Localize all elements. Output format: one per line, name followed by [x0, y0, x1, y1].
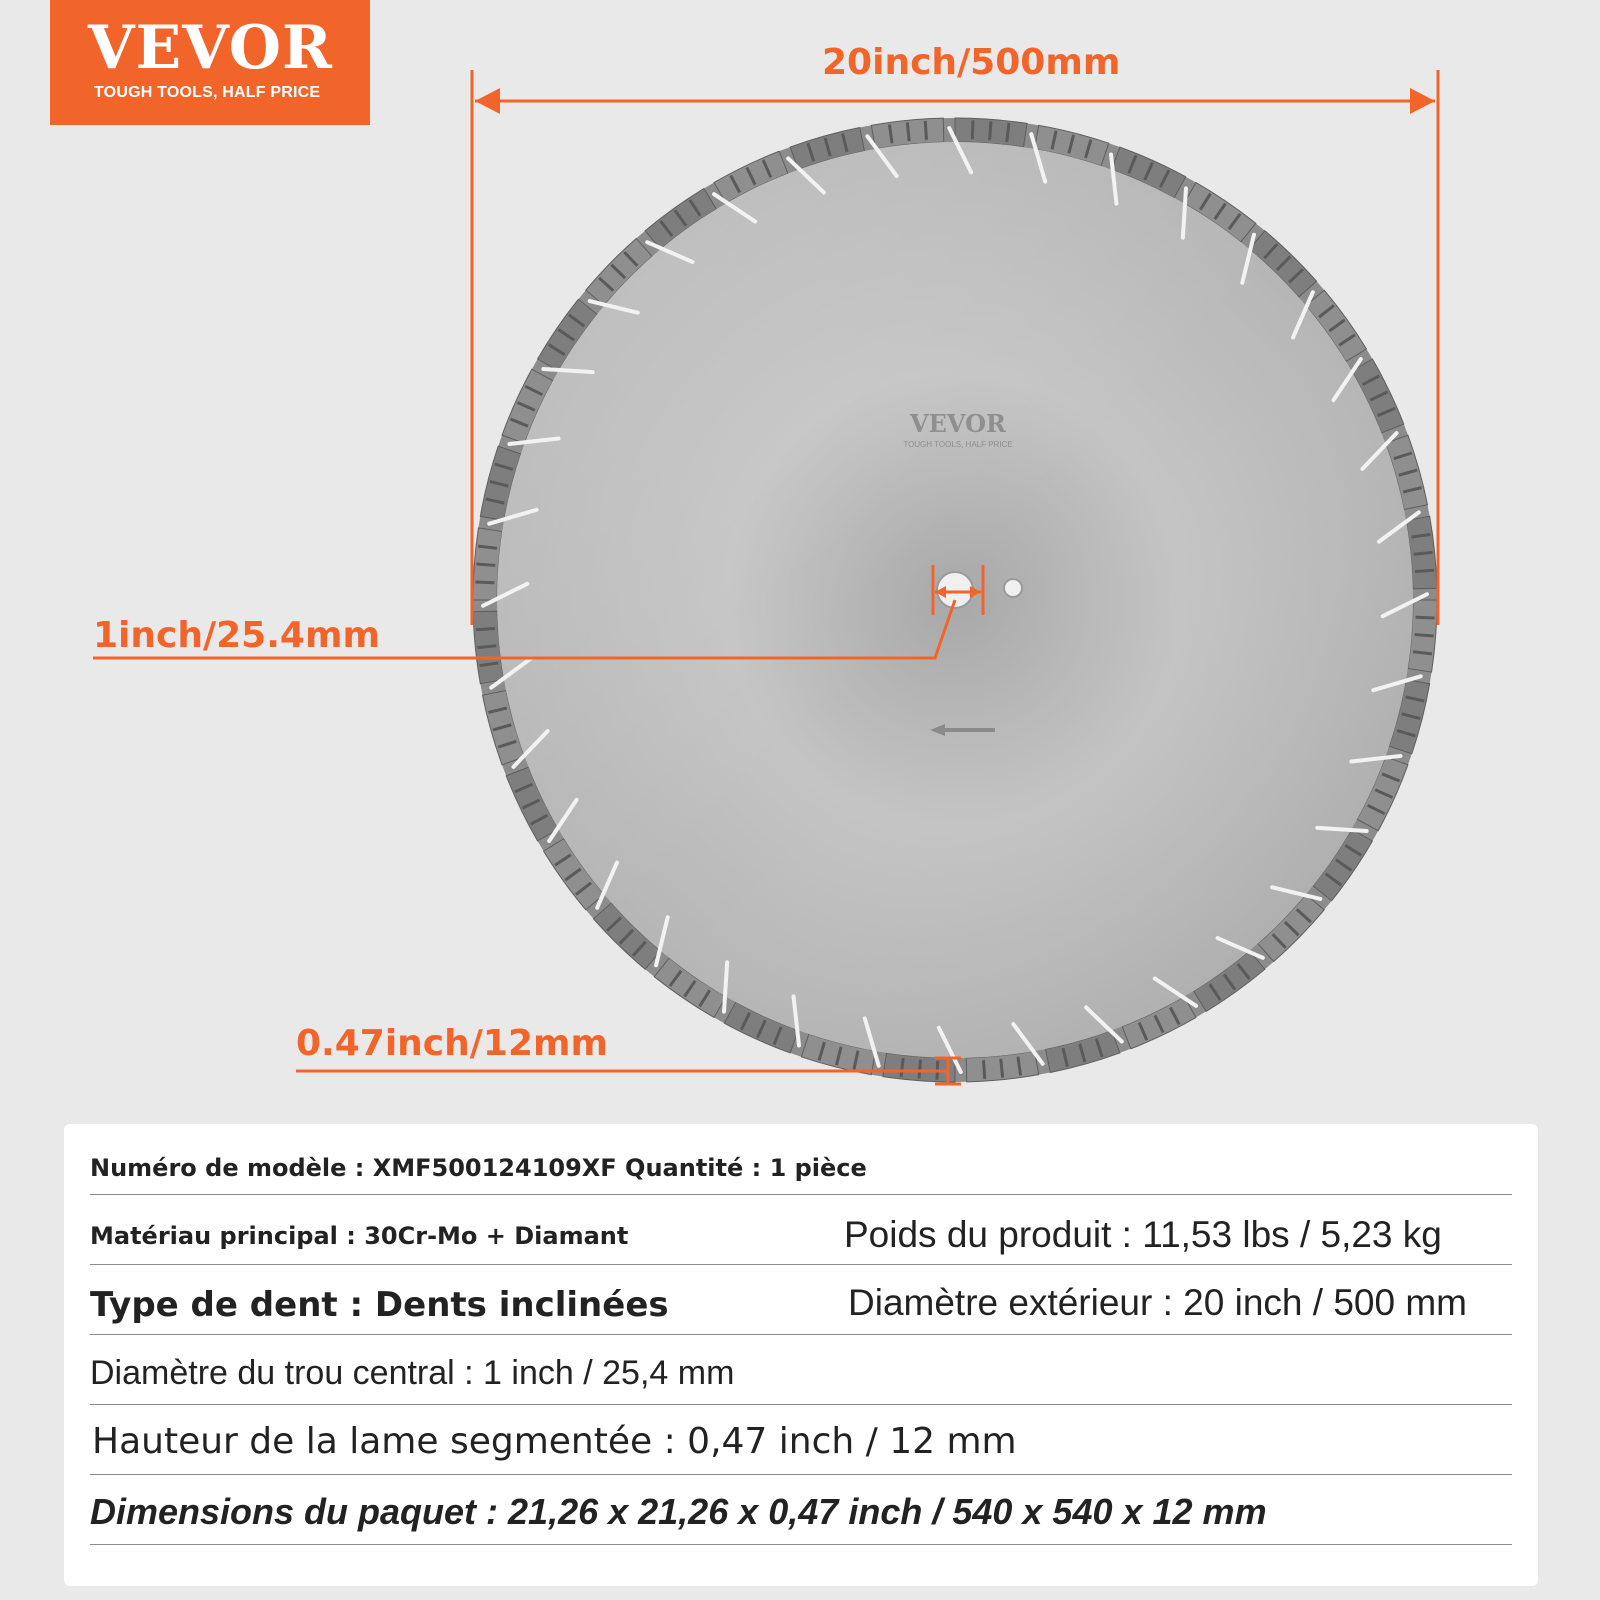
segment-groove	[901, 1058, 903, 1077]
spec-weight: Poids du produit : 11,53 lbs / 5,23 kg	[844, 1214, 1442, 1255]
spec-bore: Diamètre du trou central : 1 inch / 25,4 mm	[90, 1354, 735, 1392]
segment-groove	[907, 122, 909, 141]
engraving-tagline: TOUGH TOOLS, HALF PRICE	[903, 440, 1013, 449]
segment-groove	[925, 121, 926, 140]
segment-groove	[1416, 617, 1435, 618]
spec-tooth-type: Type de dent : Dents inclinées	[90, 1285, 669, 1325]
segment-groove	[1415, 570, 1434, 571]
spec-row-segment-height	[90, 1404, 1512, 1475]
segment-groove	[475, 582, 494, 583]
segment-groove	[1413, 652, 1432, 654]
segment-groove	[1001, 1059, 1003, 1078]
specifications-table	[64, 1124, 1538, 1586]
outer-diameter-label: 20inch/500mm	[822, 42, 1121, 83]
arrow-right-icon	[1410, 88, 1435, 114]
segment-height-label: 0.47inch/12mm	[296, 1023, 609, 1064]
segment-groove	[1007, 123, 1009, 142]
segment-groove	[476, 629, 495, 630]
spec-package-dimensions: Dimensions du paquet : 21,26 x 21,26 x 0,47 inch / 540 x 540 x 12 mm	[90, 1491, 1267, 1532]
segment-groove	[990, 121, 991, 140]
bore-diameter-label: 1inch/25.4mm	[93, 615, 380, 656]
logo-tagline: TOUGH TOOLS, HALF PRICE	[94, 84, 321, 101]
spec-row-model	[90, 1136, 1512, 1195]
spec-material: Matériau principal : 30Cr-Mo + Diamant	[90, 1222, 629, 1250]
pin-hole	[1004, 579, 1022, 597]
segment-groove	[984, 1060, 985, 1079]
spec-row-material-weight	[90, 1194, 1512, 1265]
segment-groove	[476, 564, 495, 565]
segment-groove	[1414, 552, 1433, 554]
segment-groove	[919, 1060, 920, 1079]
spec-row-package	[90, 1474, 1512, 1545]
spec-model-quantity: Numéro de modèle : XMF500124109XF Quantité : 1 pièce	[90, 1154, 867, 1182]
spec-row-tooth-diameter	[90, 1264, 1512, 1335]
segment-groove	[1415, 635, 1434, 636]
engraving-brand: VEVOR	[910, 409, 1006, 438]
spec-outer-diameter: Diamètre extérieur : 20 inch / 500 mm	[848, 1282, 1467, 1323]
spec-row-bore	[90, 1334, 1512, 1405]
segment-groove	[972, 120, 973, 139]
blade-engraving	[903, 409, 1012, 449]
segment-groove	[477, 646, 496, 648]
segment-groove	[478, 546, 497, 548]
arrow-left-icon	[475, 88, 500, 114]
spec-segment-height: Hauteur de la lame segmentée : 0,47 inch / 12 mm	[92, 1421, 1017, 1462]
logo-brand: VEVOR	[88, 13, 333, 83]
